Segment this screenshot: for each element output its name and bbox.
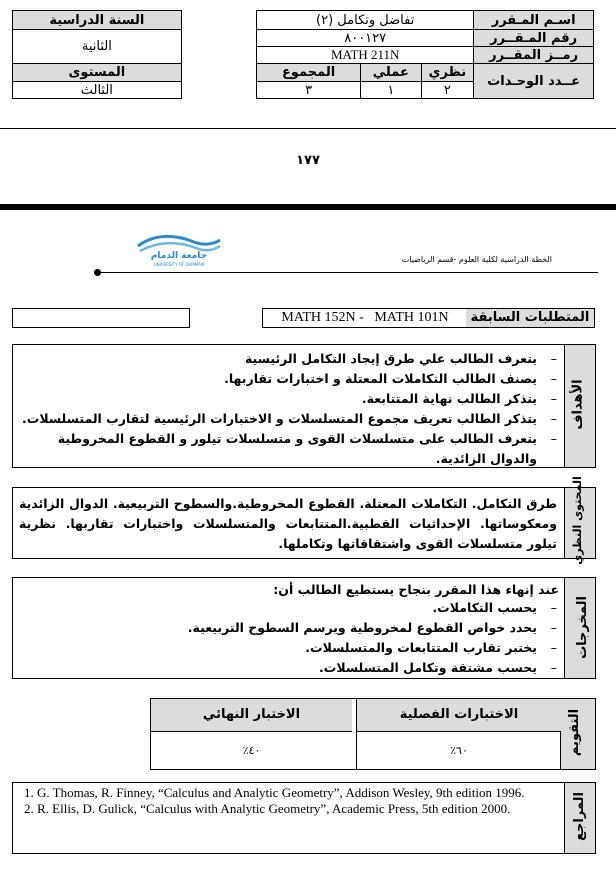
outcome-item: – يحدد خواص القطوع لمخروطية ويرسم السطوح التربيعية. bbox=[19, 618, 561, 638]
objectives-list bbox=[19, 349, 561, 469]
content-text: طرق التكامل. التكاملات المعتلة. القطوع المخروطية.والسطوح التربيعية. الدوال الزائدية ومعكوساتها. الإحداثيات القطبية.المتتابعات والمتسلسلات واختبارات تقاربها. نظرية تيلور متسلسلات القوى واشتقاقاتها وتكاملها. bbox=[19, 496, 557, 551]
outcome-item: – يحسب مشتقة وتكامل المتسلسلات. bbox=[19, 658, 561, 678]
total-value: ٣ bbox=[257, 82, 361, 99]
page-number: ١٧٧ bbox=[296, 153, 320, 168]
assessment-label-cell bbox=[560, 699, 595, 769]
university-logo bbox=[134, 230, 224, 268]
logo-text-en: UNIVERSITY OF DAMMAM bbox=[153, 262, 205, 267]
units-label: عــدد الوحـدات bbox=[474, 64, 594, 99]
level-value: الثالث bbox=[13, 82, 182, 99]
practical-label: عملي bbox=[361, 64, 422, 82]
references-label: المراجع bbox=[571, 792, 587, 841]
course-code-label: رمــز المقــرر bbox=[474, 47, 594, 64]
references-section bbox=[12, 782, 596, 854]
assessment-label: التقويم bbox=[567, 708, 583, 757]
periodic-value: ٦٠٪ bbox=[356, 732, 561, 769]
objective-item: – يتعرف الطالب علي طرق إيجاد التكامل الرئيسية bbox=[19, 349, 561, 369]
spacer bbox=[181, 30, 256, 64]
page-break-bar bbox=[0, 204, 616, 210]
outcome-item: – يختبر تقارب المتتابعات والمتسلسلات. bbox=[19, 638, 561, 658]
outcomes-label: المخرجات bbox=[574, 596, 590, 659]
prerequisites-empty-box bbox=[12, 308, 190, 328]
theory-value: ٢ bbox=[421, 82, 474, 99]
spacer bbox=[181, 11, 256, 30]
outcomes-list bbox=[19, 598, 561, 678]
reference-item: 1. G. Thomas, R. Finney, “Calculus and Analytic Geometry”, Addison Wesley, 9th edition 1996. bbox=[37, 785, 567, 801]
prerequisites-label: المتطلبات السابقة bbox=[466, 308, 595, 328]
outcome-item: – يحسب التكاملات. bbox=[19, 598, 561, 618]
outcomes-intro: عند إنهاء هذا المقرر بنجاح يستطيع الطالب أن: bbox=[273, 582, 559, 597]
references-label-cell bbox=[564, 783, 595, 853]
course-number-label: رقم المـقــرر bbox=[474, 30, 594, 47]
objectives-label: الأهداف bbox=[570, 379, 586, 430]
outcomes-label-cell bbox=[564, 578, 595, 678]
objective-item: – يتذكر الطالب تعريف مجموع المتسلسلات و الاختبارات الرئيسية لتقارب المتسلسلات. bbox=[19, 409, 561, 429]
objective-item: – يتعرف الطالب على متسلسلات القوى و متسلسلات تيلور و القطوع المخروطية والدوال الزائدية. bbox=[19, 429, 561, 469]
header-rule bbox=[98, 272, 598, 273]
header-rule-dot bbox=[94, 269, 101, 276]
content-label-cell bbox=[564, 476, 595, 565]
course-code-value: MATH 211N bbox=[257, 47, 474, 64]
final-label: الاختبار النهائي bbox=[151, 699, 352, 732]
objectives-label-cell bbox=[564, 345, 595, 467]
course-info-table bbox=[12, 10, 594, 99]
objective-item: – يصنف الطالب التكاملات المعتلة و اختبارات تقاربها. bbox=[19, 369, 561, 389]
final-value: ٤٠٪ bbox=[242, 744, 261, 757]
level-label: المستوى bbox=[13, 64, 182, 82]
outcomes-section bbox=[12, 577, 596, 679]
year-value: الثانية bbox=[13, 30, 182, 64]
course-number-value: ٨٠٠١٢٧ bbox=[257, 30, 474, 47]
course-name-label: اسـم المـقرر bbox=[474, 11, 594, 30]
year-label: السنة الدراسية bbox=[13, 11, 182, 30]
content-section bbox=[12, 476, 596, 565]
prerequisites-value: MATH 152N - MATH 101N bbox=[262, 308, 468, 328]
assessment-table bbox=[150, 698, 596, 770]
practical-value: ١ bbox=[361, 82, 422, 99]
references-list bbox=[13, 785, 567, 817]
course-name-value: تفاضل وتكامل (٢) bbox=[257, 11, 474, 30]
page-divider-thin bbox=[0, 128, 616, 129]
periodic-label: الاختبارات الفصلية bbox=[356, 699, 561, 732]
objectives-section bbox=[12, 344, 596, 468]
theory-label: نظري bbox=[421, 64, 474, 82]
reference-item: 2. R. Ellis, D. Gulick, “Calculus with Analytic Geometry”, Academic Press, 5th edition 2000. bbox=[37, 801, 567, 817]
content-label: المحتوى النظري bbox=[570, 476, 584, 565]
logo-text: جامعة الدمام bbox=[150, 251, 208, 261]
total-label: المجموع bbox=[257, 64, 361, 82]
objective-item: – يتذكر الطالب نهاية المتتابعة. bbox=[19, 389, 561, 409]
header-subtitle: الخطة الدراسية لكلية العلوم -قسم الرياضيات bbox=[401, 255, 552, 264]
spacer bbox=[181, 64, 256, 99]
